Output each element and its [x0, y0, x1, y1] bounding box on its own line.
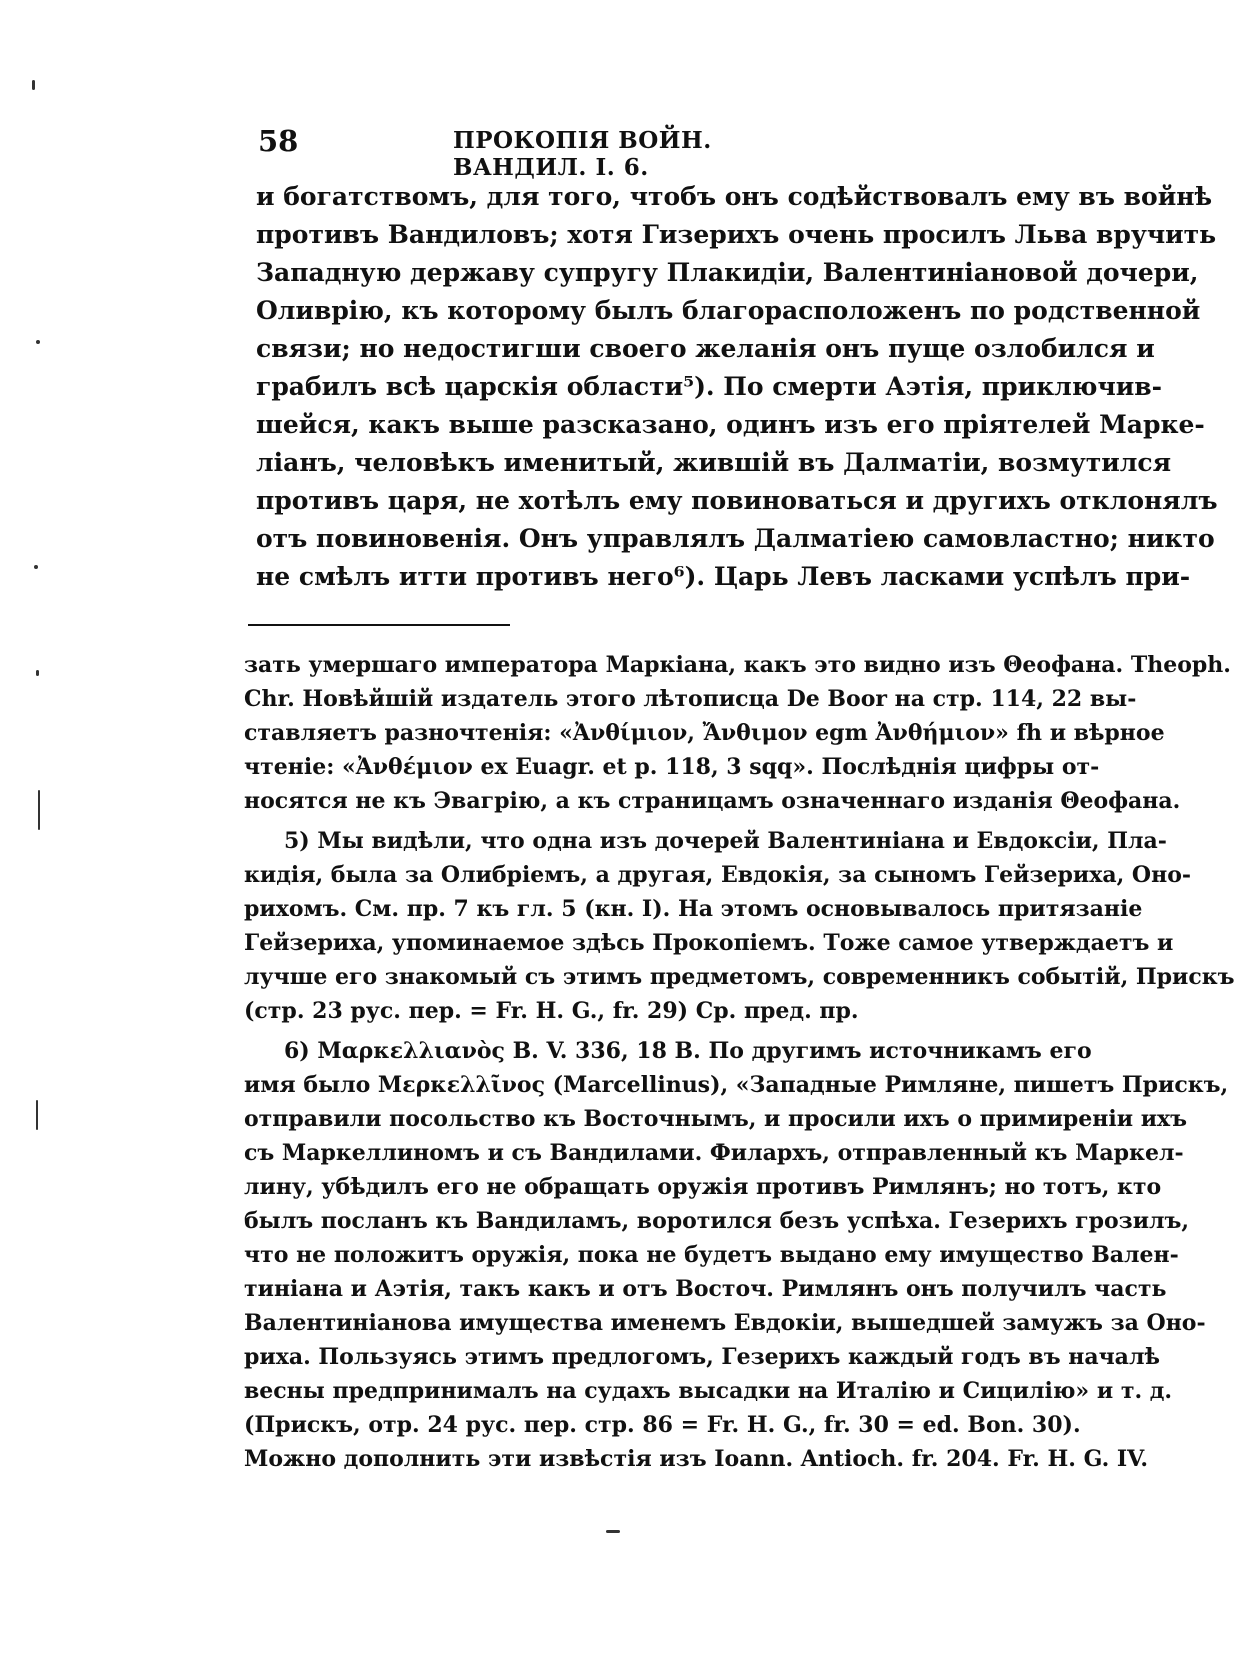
footnote-line: былъ посланъ къ Вандиламъ, воротился безъ успѣха. Гезерихъ грозилъ, — [244, 1208, 1190, 1234]
page-header — [258, 124, 818, 181]
text-line: шейся, какъ выше разсказано, одинъ изъ его пріятелей Марке- — [256, 410, 1205, 439]
footnote-line: рихомъ. См. пр. 7 къ гл. 5 (кн. I). На этомъ основывалось притязаніе — [244, 896, 1143, 922]
scan-speck — [36, 340, 40, 344]
scan-speck — [34, 565, 38, 569]
footnote-line: 5) Мы видѣли, что одна изъ дочерей Валентиніана и Евдоксіи, Пла- — [284, 828, 1167, 854]
footnote-line: отправили посольство къ Восточнымъ, и просили ихъ о примиреніи ихъ — [244, 1106, 1188, 1132]
footnote-line: тиніана и Аэтія, такъ какъ и отъ Восточ. Римлянъ онъ получилъ часть — [244, 1276, 1167, 1302]
footnote-6 — [244, 1034, 1229, 1476]
footnote-separator — [248, 624, 510, 626]
footnote-line: (стр. 23 рус. пер. = Fr. H. G., fr. 29) Ср. пред. пр. — [244, 998, 859, 1024]
footnote-line: Валентиніанова имущества именемъ Евдокіи, вышедшей замужъ за Оно- — [244, 1310, 1206, 1336]
footnote-line: носятся не къ Эвагрію, а къ страницамъ означеннаго изданія Θеофана. — [244, 788, 1181, 814]
scan-speck — [606, 1530, 620, 1533]
page-number: 58 — [258, 124, 299, 158]
scan-speck — [32, 80, 35, 90]
footnote-continuation — [244, 648, 1231, 818]
running-title: ПРОКОПІЯ ВОЙН. ВАНДИЛ. I. 6. — [453, 127, 712, 181]
footnote-line: имя было Μερκελλῖνος (Marcellinus), «Западные Римляне, пишетъ Прискъ, — [244, 1072, 1229, 1098]
footnote-line: (Прискъ, отр. 24 рус. пер. стр. 86 = Fr. H. G., fr. 30 = ed. Bon. 30). — [244, 1412, 1081, 1438]
text-line: грабилъ всѣ царскія области⁵). По смерти Аэтія, приключив- — [256, 372, 1163, 401]
footnote-line: чтеніе: «Ἀνθέμιον ex Euagr. et p. 118, 3 sqq». Послѣднія цифры от- — [244, 754, 1100, 780]
footnote-5 — [244, 824, 1235, 1028]
scan-speck — [38, 790, 40, 830]
text-line: противъ Вандиловъ; хотя Гизерихъ очень просилъ Льва вручить — [256, 220, 1217, 249]
footnote-line: риха. Пользуясь этимъ предлогомъ, Гезерихъ каждый годъ въ началѣ — [244, 1344, 1160, 1370]
scan-speck — [36, 670, 39, 676]
footnote-line: зать умершаго императора Маркіана, какъ это видно изъ Θеофана. Theoph. — [244, 652, 1231, 678]
footnote-line: что не положитъ оружія, пока не будетъ выдано ему имущество Вален- — [244, 1242, 1179, 1268]
text-line: не смѣлъ итти противъ него⁶). Царь Левъ ласками успѣлъ при- — [256, 562, 1191, 591]
footnote-line: Гейзериха, упоминаемое здѣсь Прокопіемъ. Тоже самое утверждаетъ и — [244, 930, 1174, 956]
text-line: Оливрію, къ которому былъ благорасположенъ по родственной — [256, 296, 1201, 325]
footnotes — [244, 648, 1235, 1476]
footnote-line: Можно дополнить эти извѣстія изъ Ioann. Antioch. fr. 204. Fr. H. G. IV. — [244, 1446, 1149, 1472]
footnote-line: съ Маркеллиномъ и съ Вандилами. Филархъ, отправленный къ Маркел- — [244, 1140, 1184, 1166]
footnote-line: кидія, была за Олибріемъ, а другая, Евдокія, за сыномъ Гейзериха, Оно- — [244, 862, 1191, 888]
footnote-line: весны предпринималъ на судахъ высадки на Италію и Сицилію» и т. д. — [244, 1378, 1173, 1404]
footnote-line: лину, убѣдилъ его не обращать оружія противъ Римлянъ; но тотъ, кто — [244, 1174, 1162, 1200]
footnote-line: ставляетъ разночтенія: «Ἀνθίμιον, Ἄνθιμον egm Ἀνθήμιον» fh и вѣрное — [244, 720, 1165, 746]
footnote-line: лучше его знакомый съ этимъ предметомъ, современникъ событій, Прискъ — [244, 964, 1235, 990]
footnote-line: Chr. Новѣйшій издатель этого лѣтописца De Boor на стр. 114, 22 вы- — [244, 686, 1137, 712]
text-line: Западную державу супругу Плакидіи, Валентиніановой дочери, — [256, 258, 1199, 287]
text-line: и богатствомъ, для того, чтобъ онъ содѣйствовалъ ему въ войнѣ — [256, 182, 1213, 211]
footnote-line: 6) Μαρκελλιανὸς B. V. 336, 18 B. По другимъ источникамъ его — [284, 1038, 1092, 1064]
main-text-body — [256, 178, 1218, 596]
text-line: противъ царя, не хотѣлъ ему повиноваться и другихъ отклонялъ — [256, 486, 1218, 515]
scan-speck — [36, 1100, 38, 1130]
text-line: отъ повиновенія. Онъ управлялъ Далматіею самовластно; никто — [256, 524, 1215, 553]
text-line: ліанъ, человѣкъ именитый, жившій въ Далматіи, возмутился — [256, 448, 1172, 477]
text-line: связи; но недостигши своего желанія онъ пуще озлобился и — [256, 334, 1155, 363]
